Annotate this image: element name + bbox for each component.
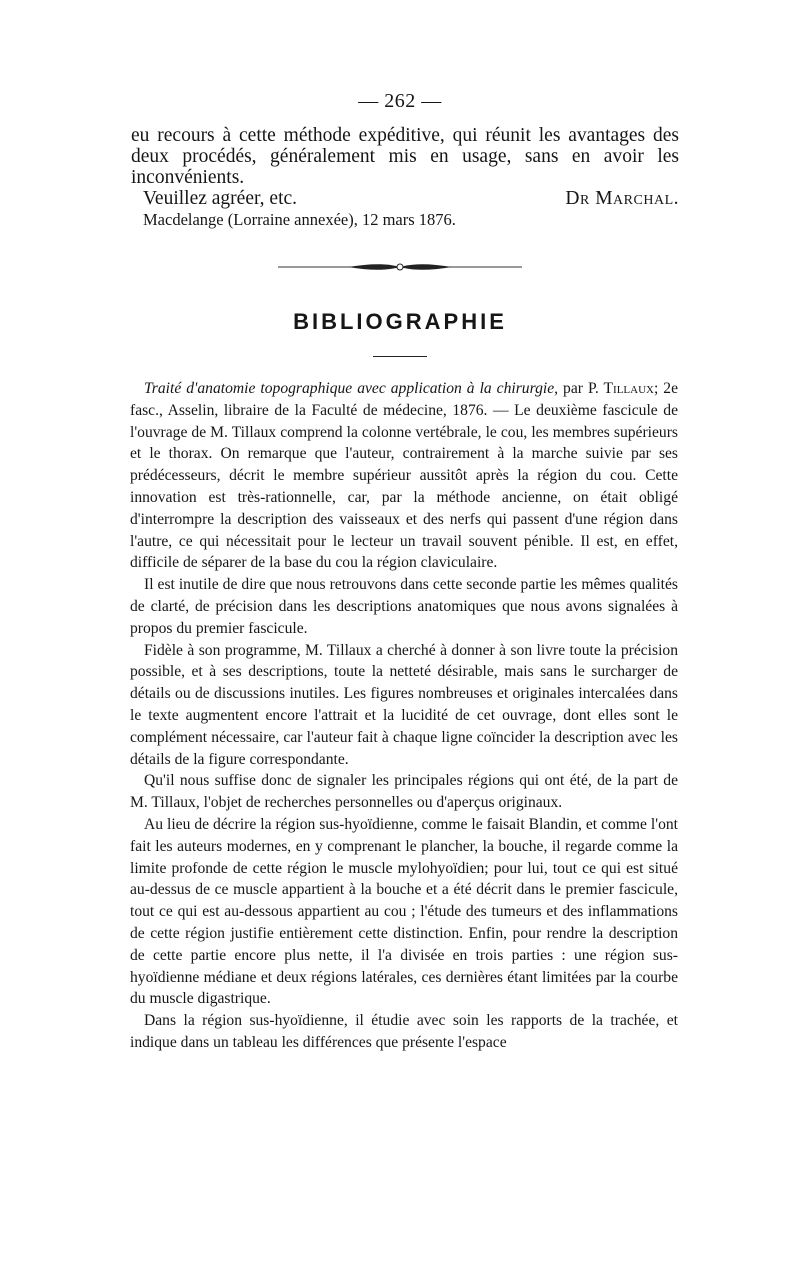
review-paragraph: Qu'il nous suffise donc de signaler les principales régions qui ont été, de la part de M. Tillaux, l'objet de recherches personnelles ou d'aperçus originaux. bbox=[130, 772, 678, 812]
review-paragraph: Fidèle à son programme, M. Tillaux a cherché à donner à son livre toute la précision possible, et à ses descriptions, toute la netteté désirable, mais sans le surcharger de détails ou de discussions inutiles. Les figures nombreuses et originales intercalées dans le texte augmentent encore l'attrait et la lucidité de cet ouvrage, dont elles sont le complément nécessaire, car l'auteur fait à chaque ligne coïncider la description avec les détails de la figure correspondante. bbox=[130, 641, 678, 768]
letter-signature bbox=[565, 188, 679, 209]
signature-name: Marchal. bbox=[595, 188, 679, 209]
title-underline bbox=[373, 356, 427, 357]
review-author: P. Tillaux bbox=[587, 380, 654, 397]
book-review bbox=[130, 378, 678, 1054]
letter-closing-text: eu recours à cette méthode expéditive, qui réunit les avantages des deux procédés, généralement mis en usage, sans en avoir les inconvénients. bbox=[131, 125, 679, 188]
section-title: BIBLIOGRAPHIE bbox=[293, 309, 507, 334]
ornamental-divider bbox=[278, 262, 522, 272]
review-paragraph: Au lieu de décrire la région sus-hyoïdienne, comme le faisait Blandin, et comme l'ont fait les auteurs modernes, en y comprenant le plancher, la bouche, il regarde comme la limite profonde de cette région le muscle mylohyoïdien; pour lui, tout ce qui est situé au-dessus de ce muscle appartient à la bouche et a été décrit dans le premier fascicule, tout ce qui est au-dessous appartient au cou ; l'étude des tumeurs et des inflammations de cette région justifie entièrement cette distinction. Enfin, pour rendre la description de cette partie encore plus nette, il l'a divisée en trois parties : une région sus-hyoïdienne médiane et deux régions latérales, ces dernières étant limitées par la courbe du muscle digastrique. bbox=[130, 815, 678, 1008]
letter-place-date: Macdelange (Lorraine annexée), 12 mars 1876. bbox=[143, 210, 456, 229]
page-number: — 262 — bbox=[358, 90, 442, 112]
letter-ending bbox=[131, 125, 679, 231]
review-publication: ; 2e fasc., Asselin, libraire de la Faculté de médecine, 1876. bbox=[130, 380, 679, 419]
review-paragraph bbox=[130, 378, 678, 574]
signature-prefix: Dr bbox=[565, 188, 590, 209]
review-paragraph: Il est inutile de dire que nous retrouvons dans cette seconde partie les mêmes qualités de clarté, de précision dans les descriptions anatomiques que nous avons signalées à propos du premier fascicule. bbox=[130, 576, 678, 637]
review-text: — Le deuxième fascicule de l'ouvrage de M. Tillaux comprend la colonne vertébrale, le cou, les membres supérieurs et le thorax. On remarque que l'auteur, contrairement à la marche suivie par ses prédécesseurs, décrit le membre supérieur aussitôt après la région du cou. Cette innovation est très-rationnelle, car, par la méthode ancienne, on était obligé d'interrompre la description des vaisseaux et des nerfs qui passent d'une région dans l'autre, ce qui nécessitait pour le lecteur un travail souvent pénible. Il est, en effet, difficile de séparer de la base du cou la région claviculaire. bbox=[130, 401, 678, 572]
review-by: par bbox=[563, 380, 583, 397]
review-paragraph: Dans la région sus-hyoïdienne, il étudie avec soin les rapports de la trachée, et indique dans un tableau les différences que présente l'espace bbox=[130, 1012, 678, 1051]
letter-salutation: Veuillez agréer, etc. bbox=[143, 188, 298, 209]
reviewed-work-title: Traité d'anatomie topographique avec application à la chirurgie, bbox=[144, 380, 559, 397]
letter-signoff-row bbox=[131, 188, 679, 209]
